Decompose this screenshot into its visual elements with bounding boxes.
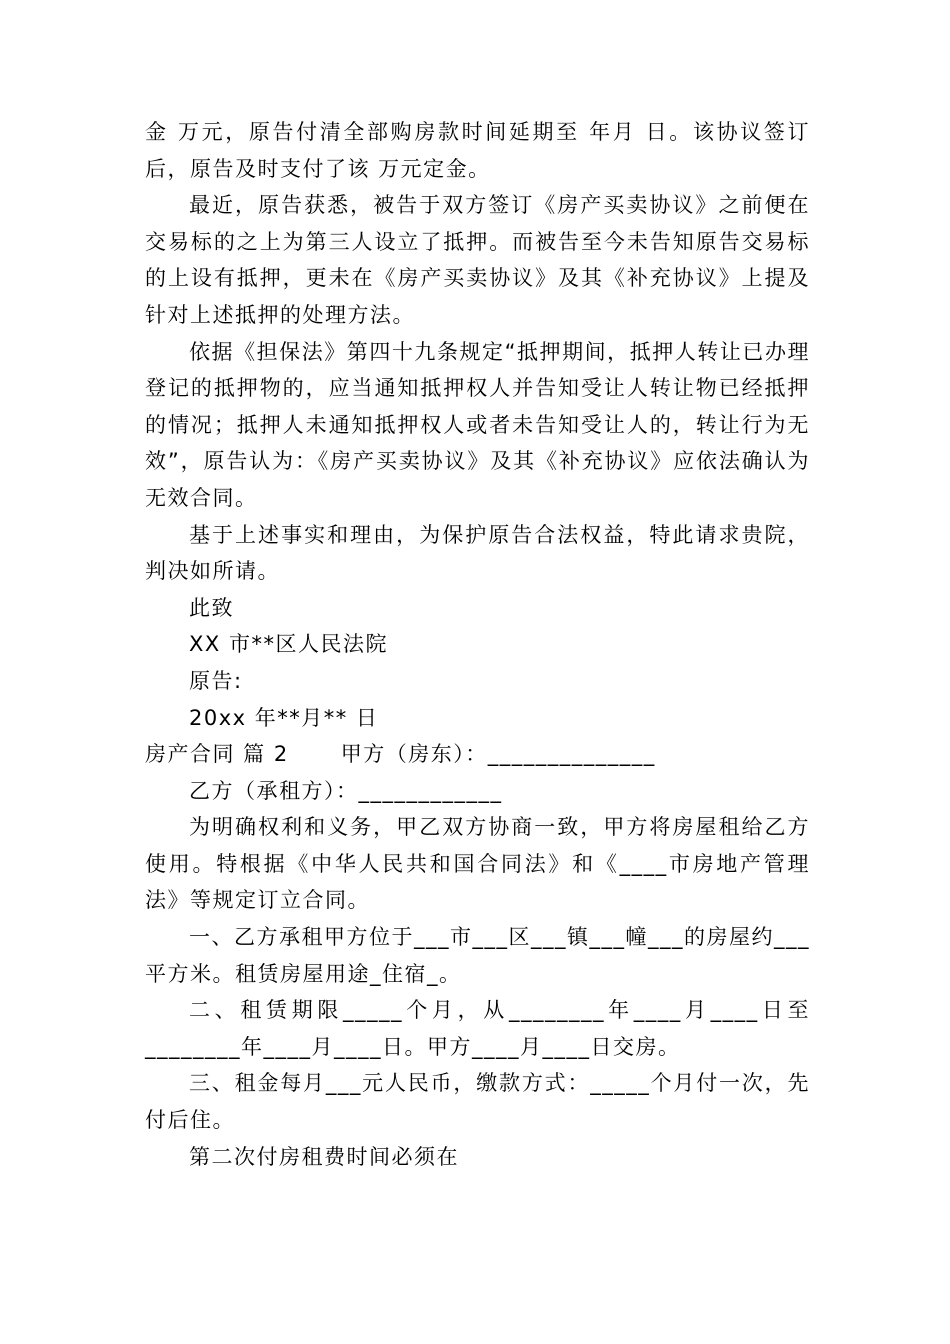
filing-date: 20xx 年**月** 日 xyxy=(189,705,379,730)
party-b-line: 乙方（承租方）：____________ xyxy=(189,778,503,803)
clause-property-location: 一、乙方承租甲方位于___市___区___镇___幢___的房屋约___平方米。租赁房屋用途_住宿_。 xyxy=(145,925,810,986)
contract-intro: 为明确权利和义务，甲乙双方协商一致，甲方将房屋租给乙方使用。特根据《中华人民共和国合同法》和《____市房地产管理法》等规定订立合同。 xyxy=(145,815,810,913)
party-a-line: 甲方（房东）：______________ xyxy=(340,742,656,767)
paragraph-deposit: 金 万元，原告付清全部购房款时间延期至 年月 日。该协议签订后，原告及时支付了该 万元定金。 xyxy=(145,120,810,181)
plaintiff-signature: 原告: xyxy=(189,668,243,693)
clause-rent-payment: 三、租金每月___元人民币，缴款方式：_____个月付一次，先付后住。 xyxy=(145,1071,810,1133)
document-page xyxy=(145,114,810,1175)
salutation: 此致 xyxy=(189,595,234,620)
court-name: XX 市**区人民法院 xyxy=(189,632,388,657)
paragraph-legal-basis: 依据《担保法》第四十九条规定“抵押期间，抵押人转让已办理登记的抵押物的，应当通知抵押权人并告知受让人转让物已经抵押的情况；抵押人未通知抵押权人或者未告知受让人的，转让行为无效”，原告认为：《房产买卖协议》及其《补充协议》应依法确认为无效合同。 xyxy=(145,339,810,510)
clause-lease-term: 二、租赁期限_____个月，从________年____月____日至________年____月____日。甲方____月____日交房。 xyxy=(145,998,810,1059)
contract-heading: 房产合同 篇 2 xyxy=(145,742,289,767)
contract-heading-row xyxy=(145,736,810,773)
paragraph-mortgage-discovery: 最近，原告获悉，被告于双方签订《房产买卖协议》之前便在交易标的之上为第三人设立了抵押。而被告至今未告知原告交易标的上设有抵押，更未在《房产买卖协议》及其《补充协议》上提及针对上述抵押的处理方法。 xyxy=(145,193,810,327)
paragraph-request: 基于上述事实和理由，为保护原告合法权益，特此请求贵院，判决如所请。 xyxy=(145,522,810,584)
clause-second-payment: 第二次付房租费时间必须在 xyxy=(189,1144,459,1169)
